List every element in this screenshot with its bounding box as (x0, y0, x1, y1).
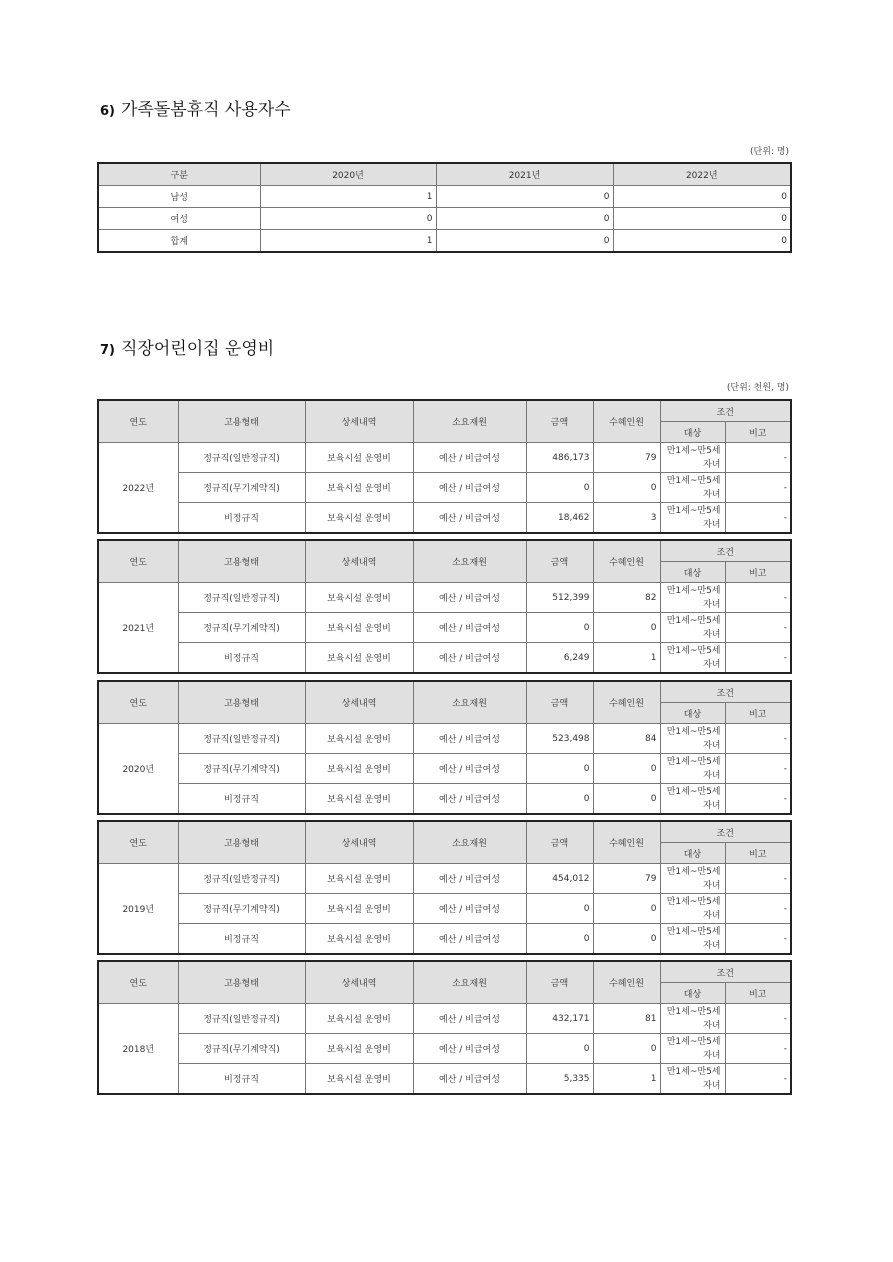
header-cell: 2021년 (436, 163, 613, 186)
detail-cell: 보육시설 운영비 (305, 643, 413, 674)
detail-cell: 보육시설 운영비 (305, 784, 413, 815)
header-detail: 상세내역 (305, 681, 413, 724)
detail-cell: 보육시설 운영비 (305, 1034, 413, 1064)
note-cell: - (725, 754, 791, 784)
table-row (98, 230, 791, 253)
count-cell: 0 (593, 894, 660, 924)
table-header-row (98, 961, 791, 983)
amount-cell: 512,399 (526, 583, 593, 613)
section6-title-num: 6) (100, 104, 115, 119)
type-cell: 비정규직 (178, 784, 305, 815)
header-source: 소요재원 (413, 681, 526, 724)
source-cell: 예산 / 비급여성 (413, 724, 526, 754)
table-cell: 0 (613, 186, 791, 208)
section7-title-text: 직장어린이집 운영비 (121, 339, 275, 359)
count-cell: 0 (593, 1034, 660, 1064)
note-cell: - (725, 473, 791, 503)
amount-cell: 5,335 (526, 1064, 593, 1095)
header-amount: 금액 (526, 961, 593, 1004)
type-cell: 비정규직 (178, 643, 305, 674)
source-cell: 예산 / 비급여성 (413, 443, 526, 473)
header-type: 고용형태 (178, 961, 305, 1004)
source-cell: 예산 / 비급여성 (413, 1064, 526, 1095)
count-cell: 84 (593, 724, 660, 754)
type-cell: 정규직(일반정규직) (178, 864, 305, 894)
count-cell: 0 (593, 613, 660, 643)
year-table (97, 960, 792, 1095)
type-cell: 비정규직 (178, 503, 305, 534)
table-row (98, 583, 791, 613)
year-table (97, 539, 792, 674)
header-year: 연도 (98, 681, 178, 724)
header-year: 연도 (98, 540, 178, 583)
count-cell: 79 (593, 443, 660, 473)
target-cell: 만1세~만5세 자녀 (660, 724, 725, 754)
header-note: 비고 (725, 983, 791, 1004)
amount-cell: 6,249 (526, 643, 593, 674)
header-type: 고용형태 (178, 821, 305, 864)
header-detail: 상세내역 (305, 821, 413, 864)
table-row (98, 186, 791, 208)
table-header-row (98, 540, 791, 562)
header-amount: 금액 (526, 400, 593, 443)
section7-title (100, 334, 274, 359)
amount-cell: 432,171 (526, 1004, 593, 1034)
header-amount: 금액 (526, 681, 593, 724)
table-row (98, 1064, 791, 1095)
detail-cell: 보육시설 운영비 (305, 724, 413, 754)
header-detail: 상세내역 (305, 961, 413, 1004)
year-cell: 2020년 (98, 724, 178, 815)
source-cell: 예산 / 비급여성 (413, 643, 526, 674)
table-row (98, 864, 791, 894)
year-cell: 2018년 (98, 1004, 178, 1095)
section6-table (97, 162, 792, 253)
header-type: 고용형태 (178, 681, 305, 724)
year-table (97, 680, 792, 815)
table-cell: 0 (260, 208, 436, 230)
table-cell: 1 (260, 186, 436, 208)
header-amount: 금액 (526, 821, 593, 864)
note-cell: - (725, 1004, 791, 1034)
amount-cell: 0 (526, 784, 593, 815)
section6-unit: (단위: 명) (750, 147, 789, 157)
header-note: 비고 (725, 703, 791, 724)
header-year: 연도 (98, 961, 178, 1004)
header-year: 연도 (98, 821, 178, 864)
count-cell: 79 (593, 864, 660, 894)
count-cell: 3 (593, 503, 660, 534)
detail-cell: 보육시설 운영비 (305, 583, 413, 613)
detail-cell: 보육시설 운영비 (305, 924, 413, 955)
header-condition: 조건 (660, 821, 791, 843)
target-cell: 만1세~만5세 자녀 (660, 1004, 725, 1034)
header-target: 대상 (660, 703, 725, 724)
amount-cell: 523,498 (526, 724, 593, 754)
type-cell: 정규직(무기계약직) (178, 1034, 305, 1064)
type-cell: 정규직(무기계약직) (178, 473, 305, 503)
header-target: 대상 (660, 843, 725, 864)
table-cell: 0 (436, 208, 613, 230)
table-row (98, 754, 791, 784)
year-table (97, 820, 792, 955)
source-cell: 예산 / 비급여성 (413, 894, 526, 924)
count-cell: 82 (593, 583, 660, 613)
header-cell: 구분 (98, 163, 260, 186)
table-cell: 1 (260, 230, 436, 253)
note-cell: - (725, 613, 791, 643)
amount-cell: 454,012 (526, 864, 593, 894)
amount-cell: 0 (526, 473, 593, 503)
header-source: 소요재원 (413, 961, 526, 1004)
target-cell: 만1세~만5세 자녀 (660, 924, 725, 955)
header-beneficiaries: 수혜인원 (593, 961, 660, 1004)
header-condition: 조건 (660, 400, 791, 422)
amount-cell: 0 (526, 1034, 593, 1064)
table-row (98, 473, 791, 503)
header-note: 비고 (725, 843, 791, 864)
header-note: 비고 (725, 562, 791, 583)
header-beneficiaries: 수혜인원 (593, 400, 660, 443)
note-cell: - (725, 784, 791, 815)
note-cell: - (725, 864, 791, 894)
row-label: 여성 (98, 208, 260, 230)
source-cell: 예산 / 비급여성 (413, 583, 526, 613)
type-cell: 정규직(무기계약직) (178, 754, 305, 784)
header-year: 연도 (98, 400, 178, 443)
header-condition: 조건 (660, 540, 791, 562)
note-cell: - (725, 1034, 791, 1064)
note-cell: - (725, 643, 791, 674)
target-cell: 만1세~만5세 자녀 (660, 503, 725, 534)
header-condition: 조건 (660, 961, 791, 983)
table-header-row (98, 163, 791, 186)
source-cell: 예산 / 비급여성 (413, 1034, 526, 1064)
source-cell: 예산 / 비급여성 (413, 754, 526, 784)
target-cell: 만1세~만5세 자녀 (660, 1034, 725, 1064)
target-cell: 만1세~만5세 자녀 (660, 1064, 725, 1095)
header-target: 대상 (660, 422, 725, 443)
section7-title-num: 7) (100, 343, 115, 358)
section6-title-text: 가족돌봄휴직 사용자수 (121, 100, 291, 120)
header-source: 소요재원 (413, 821, 526, 864)
type-cell: 정규직(무기계약직) (178, 894, 305, 924)
year-cell: 2022년 (98, 443, 178, 534)
table-cell: 0 (436, 230, 613, 253)
row-label: 남성 (98, 186, 260, 208)
table-row (98, 613, 791, 643)
source-cell: 예산 / 비급여성 (413, 924, 526, 955)
count-cell: 81 (593, 1004, 660, 1034)
header-target: 대상 (660, 562, 725, 583)
amount-cell: 0 (526, 613, 593, 643)
table-row (98, 443, 791, 473)
detail-cell: 보육시설 운영비 (305, 894, 413, 924)
type-cell: 정규직(일반정규직) (178, 583, 305, 613)
table-row (98, 503, 791, 534)
count-cell: 0 (593, 473, 660, 503)
table-row (98, 894, 791, 924)
header-cell: 2020년 (260, 163, 436, 186)
target-cell: 만1세~만5세 자녀 (660, 473, 725, 503)
detail-cell: 보육시설 운영비 (305, 1004, 413, 1034)
count-cell: 0 (593, 924, 660, 955)
table-cell: 0 (613, 230, 791, 253)
section7-unit: (단위: 천원, 명) (726, 383, 789, 393)
target-cell: 만1세~만5세 자녀 (660, 643, 725, 674)
table-row (98, 208, 791, 230)
type-cell: 비정규직 (178, 924, 305, 955)
source-cell: 예산 / 비급여성 (413, 784, 526, 815)
amount-cell: 486,173 (526, 443, 593, 473)
header-source: 소요재원 (413, 400, 526, 443)
count-cell: 1 (593, 1064, 660, 1095)
detail-cell: 보육시설 운영비 (305, 754, 413, 784)
target-cell: 만1세~만5세 자녀 (660, 894, 725, 924)
amount-cell: 0 (526, 924, 593, 955)
header-beneficiaries: 수혜인원 (593, 821, 660, 864)
note-cell: - (725, 503, 791, 534)
amount-cell: 0 (526, 754, 593, 784)
note-cell: - (725, 1064, 791, 1095)
detail-cell: 보육시설 운영비 (305, 473, 413, 503)
note-cell: - (725, 924, 791, 955)
amount-cell: 0 (526, 894, 593, 924)
table-row (98, 724, 791, 754)
header-condition: 조건 (660, 681, 791, 703)
table-row (98, 1034, 791, 1064)
header-type: 고용형태 (178, 540, 305, 583)
table-row (98, 643, 791, 674)
table-header-row (98, 400, 791, 422)
year-cell: 2019년 (98, 864, 178, 955)
target-cell: 만1세~만5세 자녀 (660, 443, 725, 473)
table-header-row (98, 681, 791, 703)
header-source: 소요재원 (413, 540, 526, 583)
detail-cell: 보육시설 운영비 (305, 443, 413, 473)
target-cell: 만1세~만5세 자녀 (660, 864, 725, 894)
detail-cell: 보육시설 운영비 (305, 613, 413, 643)
target-cell: 만1세~만5세 자녀 (660, 613, 725, 643)
header-beneficiaries: 수혜인원 (593, 540, 660, 583)
header-beneficiaries: 수혜인원 (593, 681, 660, 724)
header-detail: 상세내역 (305, 540, 413, 583)
table-row (98, 924, 791, 955)
target-cell: 만1세~만5세 자녀 (660, 784, 725, 815)
amount-cell: 18,462 (526, 503, 593, 534)
note-cell: - (725, 724, 791, 754)
count-cell: 0 (593, 784, 660, 815)
target-cell: 만1세~만5세 자녀 (660, 754, 725, 784)
count-cell: 0 (593, 754, 660, 784)
type-cell: 정규직(일반정규직) (178, 443, 305, 473)
type-cell: 정규직(무기계약직) (178, 613, 305, 643)
source-cell: 예산 / 비급여성 (413, 864, 526, 894)
header-note: 비고 (725, 422, 791, 443)
table-cell: 0 (613, 208, 791, 230)
note-cell: - (725, 583, 791, 613)
type-cell: 비정규직 (178, 1064, 305, 1095)
table-row (98, 784, 791, 815)
type-cell: 정규직(일반정규직) (178, 724, 305, 754)
note-cell: - (725, 894, 791, 924)
detail-cell: 보육시설 운영비 (305, 503, 413, 534)
detail-cell: 보육시설 운영비 (305, 864, 413, 894)
header-cell: 2022년 (613, 163, 791, 186)
header-amount: 금액 (526, 540, 593, 583)
type-cell: 정규직(일반정규직) (178, 1004, 305, 1034)
section6-title (100, 95, 291, 120)
table-row (98, 1004, 791, 1034)
row-label: 합계 (98, 230, 260, 253)
count-cell: 1 (593, 643, 660, 674)
source-cell: 예산 / 비급여성 (413, 473, 526, 503)
source-cell: 예산 / 비급여성 (413, 503, 526, 534)
note-cell: - (725, 443, 791, 473)
source-cell: 예산 / 비급여성 (413, 613, 526, 643)
detail-cell: 보육시설 운영비 (305, 1064, 413, 1095)
target-cell: 만1세~만5세 자녀 (660, 583, 725, 613)
source-cell: 예산 / 비급여성 (413, 1004, 526, 1034)
table-header-row (98, 821, 791, 843)
year-cell: 2021년 (98, 583, 178, 674)
table-cell: 0 (436, 186, 613, 208)
header-detail: 상세내역 (305, 400, 413, 443)
header-target: 대상 (660, 983, 725, 1004)
header-type: 고용형태 (178, 400, 305, 443)
year-table (97, 399, 792, 534)
